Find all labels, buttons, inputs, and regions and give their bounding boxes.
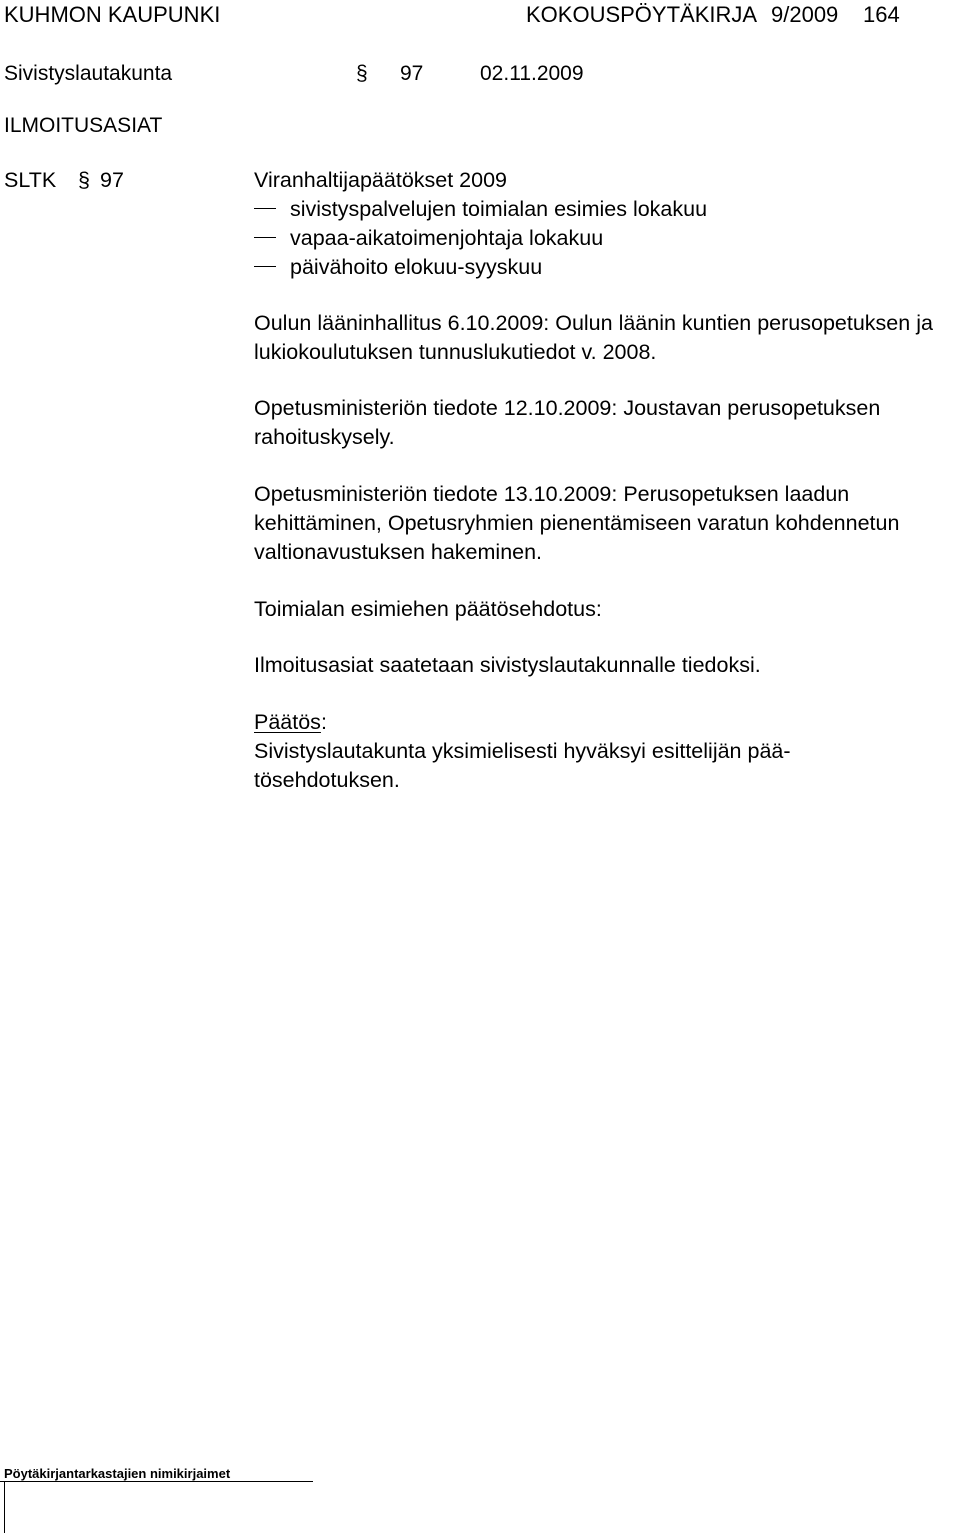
decision-text-line-2: tösehdotuksen. [254, 768, 400, 792]
proposal-label: Toimialan esimiehen päätösehdotus: [254, 597, 602, 621]
document-issue: 9/2009 [771, 2, 839, 27]
dash-bullet [254, 237, 276, 238]
section-title: ILMOITUSASIAT [4, 114, 163, 137]
decision-heading [254, 708, 327, 737]
document-type: KOKOUSPÖYTÄKIRJA [526, 2, 758, 27]
section-number: 97 [400, 62, 424, 85]
page-number: 164 [863, 2, 900, 27]
item-section-number: 97 [100, 168, 124, 192]
list-item-text: päivähoito elokuu-syyskuu [290, 255, 543, 279]
organization-name: KUHMON KAUPUNKI [4, 2, 221, 27]
footer-divider [0, 1481, 313, 1482]
list-item-text: vapaa-aikatoimenjohtaja lokakuu [290, 226, 604, 250]
item-section-symbol: § [78, 168, 90, 192]
notice-paragraph-2: Opetusministeriön tiedote 12.10.2009: Joustavan perusopetuksen rahoituskysely. [254, 396, 881, 449]
notice-paragraph-3: Opetusministeriön tiedote 13.10.2009: Perusopetuksen laadun kehittäminen, Opetusryhmien pienentämiseen varatun kohdennetun valtionavustuksen hakeminen. [254, 482, 900, 564]
list-item-text: sivistyspalvelujen toimialan esimies lokakuu [290, 197, 708, 221]
meeting-date: 02.11.2009 [480, 62, 584, 85]
section-symbol: § [356, 62, 368, 85]
decision-text-line-1: Sivistyslautakunta yksimielisesti hyväksyi esittelijän pää- [254, 739, 791, 763]
dash-bullet [254, 266, 276, 267]
decision-label: Päätös [254, 710, 321, 734]
minutes-checkers-initials-label: Pöytäkirjantarkastajien nimikirjaimet [4, 1466, 231, 1481]
list-item [254, 253, 542, 282]
notice-paragraph-1: Oulun lääninhallitus 6.10.2009: Oulun läänin kuntien perusopetuksen ja lukiokoulutuksen tunnuslukutiedot v. 2008. [254, 311, 933, 364]
item-title: Viranhaltijapäätökset 2009 [254, 168, 508, 192]
list-item [254, 195, 707, 224]
committee-name: Sivistyslautakunta [4, 62, 173, 85]
dash-bullet [254, 208, 276, 209]
proposal-text: Ilmoitusasiat saatetaan sivistyslautakunnalle tiedoksi. [254, 653, 761, 677]
decision-colon: : [320, 710, 327, 734]
initials-box-edge [4, 1481, 5, 1533]
list-item [254, 224, 603, 253]
item-code: SLTK [4, 168, 57, 192]
